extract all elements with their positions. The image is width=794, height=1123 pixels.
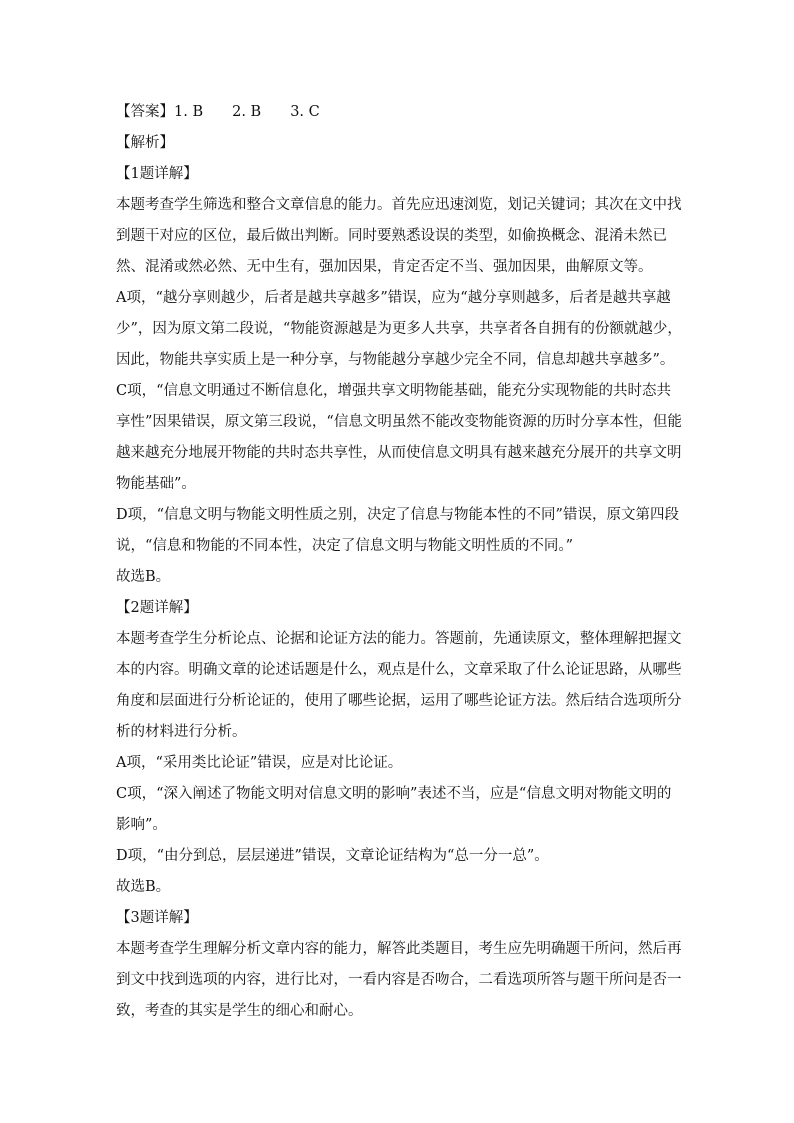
q1-option-c: C项，“信息文明通过不断信息化，增强共享文明物能基础，能充分实现物能的共时态共享性”因果错误，原文第三段说，“信息文明虽然不能改变物能资源的历时分享本性，但能越来越充分地展开物能的共时态共享性，从而使信息文明具有越来越充分展开的共享文明物能基础”。 [116,383,682,492]
q2-heading: 【2题详解】 [116,600,198,616]
q2-intro: 本题考查学生分析论点、论据和论证方法的能力。答题前，先通读原文，整体理解把握文本的内容。明确文章的论述话题是什么，观点是什么，文章采取了什么论证思路，从哪些角度和层面进行分析论证的，使用了哪些论据，运用了哪些论证方法。然后结合选项所分析的材料进行分析。 [116,631,682,740]
q1-intro: 本题考查学生筛选和整合文章信息的能力。首先应迅速浏览，划记关键词；其次在文中找到题干对应的区位，最后做出判断。同时要熟悉设误的类型，如偷换概念、混淆未然已然、混淆或然必然、无中生有，强加因果，肯定否定不当、强加因果，曲解原文等。 [116,197,682,275]
q1-option-a: A项，“越分享则越少，后者是越共享越多”错误，应为“越分享则越多，后者是越共享越少”，因为原文第二段说，“物能资源越是为更多人共享，共享者各自拥有的份额就越少，因此，物能共享实质上是一种分享，与物能越分享越少完全不同，信息却越共享越多”。 [116,290,682,368]
q1-conclusion: 故选B。 [116,569,171,585]
q1-option-d: D项，“信息文明与物能文明性质之别，决定了信息与物能本性的不同”错误，原文第四段说，“信息和物能的不同本性，决定了信息文明与物能文明性质的不同。” [116,507,679,554]
analysis-heading: 【解析】 [116,135,174,151]
q3-intro: 本题考查学生理解分析文章内容的能力，解答此类题目，考生应先明确题干所问，然后再到文中找到选项的内容，进行比对，一看内容是否吻合，二看选项所答与题干所问是否一致，考查的其实是学生的细心和耐心。 [116,941,682,1019]
q1-heading: 【1题详解】 [116,166,198,182]
q2-conclusion: 故选B。 [116,879,171,895]
q2-option-d: D项，“由分到总，层层递进”错误，文章论证结构为“总一分一总”。 [116,848,549,864]
q2-option-a: A项，“采用类比论证”错误，应是对比论证。 [116,755,403,771]
q3-heading: 【3题详解】 [116,910,198,926]
answer-line: 【答案】1. B 2. B 3. C [116,104,320,120]
q2-option-c: C项，“深入阐述了物能文明对信息文明的影响”表述不当，应是“信息文明对物能文明的影响”。 [116,786,672,833]
